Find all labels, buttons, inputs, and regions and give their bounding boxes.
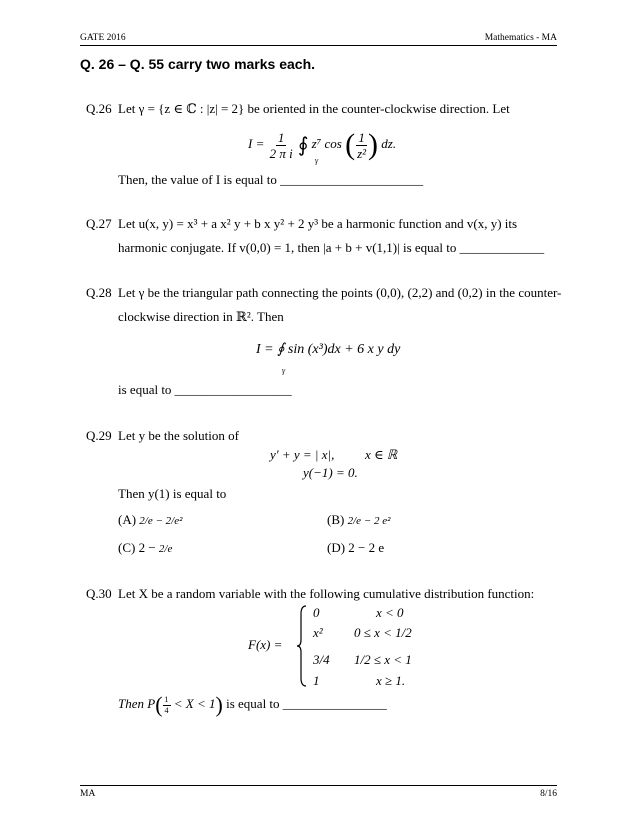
fraction-numerator: 1 [277,129,285,145]
option-a [118,512,182,528]
question-number: Q.26 [86,101,112,116]
case-condition: x ≥ 1. [376,673,406,688]
inner-fraction [355,131,368,160]
prob-prefix: Then P [118,695,156,711]
case-condition: x < 0 [376,605,404,620]
cdf-lhs: F(x) = [248,637,283,652]
option-a-text: 2/e − 2/e² [139,515,183,527]
contour-label: γ [282,366,286,375]
option-c [118,540,172,556]
question-text: Let γ = {z ∈ ℂ : |z| = 2} be oriented in the counter-clockwise direction. Let [118,101,510,116]
question-text: Let X be a random variable with the following cumulative distribution function: [118,586,535,601]
formula-body: z⁷ cos [311,135,342,151]
option-c-text: 2/e [158,543,173,555]
option-c-label: (C) 2 − [118,540,156,555]
question-text: harmonic conjugate. If v(0,0) = 1, then |a + b + v(1,1)| is equal to _____________ [118,240,545,255]
question-number: Q.27 [86,216,112,231]
prob-suffix: is equal to ________________ [226,695,387,711]
case-condition: 1/2 ≤ x < 1 [354,652,412,667]
formula [248,130,396,160]
left-brace-icon [296,604,308,688]
equation-domain: x ∈ ℝ [365,447,398,462]
equation: y′ + y = | x|, [270,447,335,462]
question-text: is equal to __________________ [118,382,292,397]
case-value: x² [313,625,323,640]
right-paren-icon: ) [215,692,223,717]
question-number: Q.29 [86,428,112,443]
page-number: 8/16 [540,789,557,799]
option-b [327,512,390,528]
fraction-denominator: 2 π i [269,145,293,161]
question-text: Let u(x, y) = x³ + a x² y + b x y² + 2 y³ be a harmonic function and v(x, y) its [118,216,518,231]
option-b-text: 2/e − 2 e² [347,515,391,527]
left-paren-icon: ( [345,128,356,161]
question-text: Let y be the solution of [118,428,239,443]
section-title: Q. 26 – Q. 55 carry two marks each. [80,56,316,72]
header-rule [80,45,557,46]
case-value: 0 [313,605,320,620]
case-value: 1 [313,673,320,688]
question-number: Q.30 [86,586,112,601]
fraction-numerator: 1 [164,694,169,704]
option-b-label: (B) [327,512,345,527]
question-text: Let γ be the triangular path connecting the points (0,0), (2,2) and (0,2) in the counter- [118,285,562,300]
header-subject: Mathematics - MA [484,33,557,43]
case-value: 3/4 [313,652,330,667]
contour-label: γ [315,156,319,165]
right-paren-icon: ) [368,128,379,161]
footer-rule [80,785,557,786]
inner-numerator: 1 [358,129,365,145]
left-paren-icon: ( [155,692,163,717]
formula-fraction [268,131,295,160]
option-d: (D) 2 − 2 e [327,540,385,555]
inner-denominator: z² [357,145,367,161]
prob-fraction [163,696,171,715]
footer-paper-code: MA [80,789,96,799]
contour-integral-icon: ∮ [297,134,309,157]
equation: y(−1) = 0. [303,465,358,480]
header-exam-title: GATE 2016 [80,33,126,43]
case-condition: 0 ≤ x < 1/2 [354,625,412,640]
question-text: Then, the value of I is equal to ______________________ [118,172,424,187]
question-text: clockwise direction in ℝ². Then [118,309,284,324]
question-number: Q.28 [86,285,112,300]
formula: I = ∮ sin (x³)dx + 6 x y dy [256,342,401,357]
question-text [118,694,387,716]
fraction-denominator: 4 [164,705,169,715]
option-a-label: (A) [118,512,137,527]
formula-tail: dz. [381,135,397,151]
prob-inner: < X < 1 [173,695,216,711]
formula-lhs: I = [248,135,265,151]
question-text: Then y(1) is equal to [118,486,227,501]
